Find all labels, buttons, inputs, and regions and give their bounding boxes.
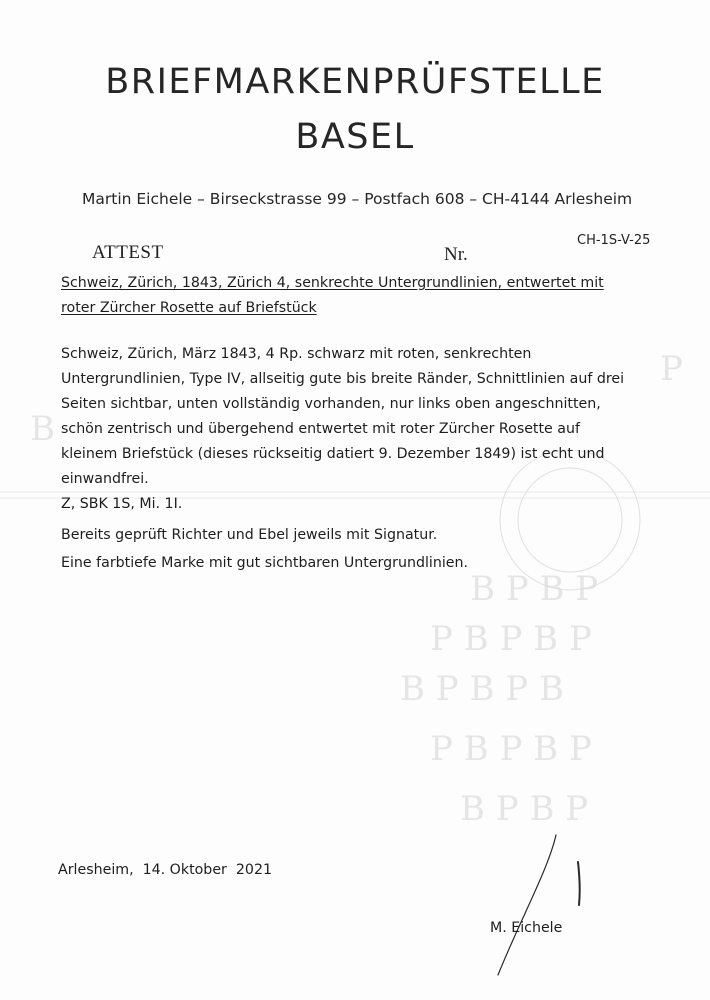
org-address: Martin Eichele – Birseckstrasse 99 – Postfach 608 – CH-4144 Arlesheim bbox=[82, 190, 633, 208]
description-line: kleinem Briefstück (dieses rückseitig datiert 9. Dezember 1849) ist echt und bbox=[61, 446, 605, 462]
signer-name: M. Eichele bbox=[490, 920, 563, 936]
org-name-line1: BRIEFMARKENPRÜFSTELLE bbox=[105, 62, 605, 102]
certificate-id: CH-1S-V-25 bbox=[577, 233, 651, 248]
svg-text:B P B P: B P B P bbox=[460, 789, 589, 829]
svg-text:P: P bbox=[660, 349, 683, 389]
previous-expertise-note: Bereits geprüft Richter und Ebel jeweils mit Signatur. bbox=[61, 527, 438, 543]
attest-label: ATTEST bbox=[92, 242, 164, 263]
description-line: einwandfrei. bbox=[61, 471, 149, 487]
org-name-line2: BASEL bbox=[295, 117, 415, 157]
svg-text:B P B P: B P B P bbox=[470, 569, 599, 609]
item-title bbox=[61, 271, 681, 321]
item-title-line: roter Zürcher Rosette auf Briefstück bbox=[61, 300, 317, 316]
catalog-reference: Z, SBK 1S, Mi. 1I. bbox=[61, 496, 183, 512]
svg-text:P B P B P: P B P B P bbox=[430, 729, 592, 769]
item-description bbox=[61, 342, 681, 492]
svg-text:B P B P B: B P B P B bbox=[400, 669, 564, 709]
description-line: Seiten sichtbar, unten vollständig vorhanden, nur links oben angeschnitten, bbox=[61, 396, 601, 412]
description-line: Schweiz, Zürich, März 1843, 4 Rp. schwarz mit roten, senkrechten bbox=[61, 346, 532, 362]
description-line: Untergrundlinien, Type IV, allseitig gute bis breite Ränder, Schnittlinien auf drei bbox=[61, 371, 625, 387]
place-and-date: Arlesheim, 14. Oktober 2021 bbox=[58, 862, 273, 878]
svg-text:P B P B P: P B P B P bbox=[430, 619, 592, 659]
item-title-line: Schweiz, Zürich, 1843, Zürich 4, senkrechte Untergrundlinien, entwertet mit bbox=[61, 275, 604, 291]
svg-text:B: B bbox=[30, 409, 55, 449]
description-line: schön zentrisch und übergehend entwertet mit roter Zürcher Rosette auf bbox=[61, 421, 580, 437]
attest-number-label: Nr. bbox=[444, 244, 468, 265]
quality-note: Eine farbtiefe Marke mit gut sichtbaren Untergrundlinien. bbox=[61, 555, 469, 571]
